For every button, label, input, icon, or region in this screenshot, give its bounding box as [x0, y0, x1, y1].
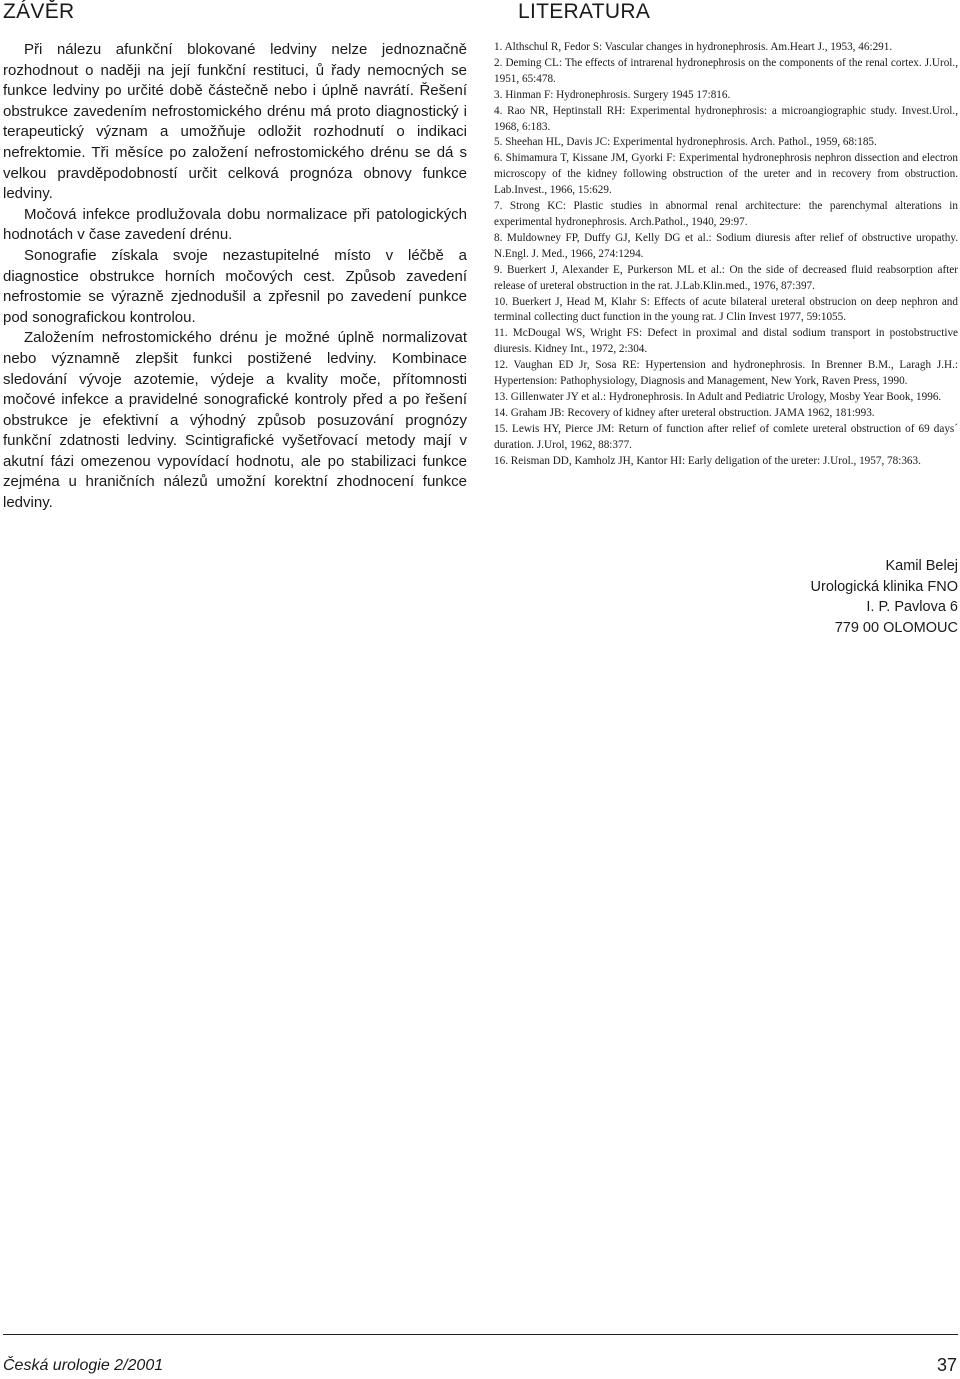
literature-heading: LITERATURA: [518, 0, 651, 23]
reference-item: 15. Lewis HY, Pierce JM: Return of function after relief of comlete ureteral obstruction of 69 days´ duration. J.Urol, 1962, 88:377.: [494, 422, 958, 451]
reference-item: 1. Althschul R, Fedor S: Vascular changes in hydronephrosis. Am.Heart J., 1953, 46:291.: [494, 41, 893, 53]
reference-item: 10. Buerkert J, Head M, Klahr S: Effects of acute bilateral ureteral obstrucion on deep nephron and terminal collecting duct function in the young rat. J Clin Invest 1977, 59:1055.: [494, 295, 958, 324]
reference-list: [494, 40, 958, 469]
page-number: 37: [936, 1355, 957, 1375]
conclusion-paragraph: Při nálezu afunkční blokované ledviny nelze jednoznačně rozhodnout o naději na její funkční restituci, ů řady nemocných se funkce ledviny po určité době částečně nebo i úplně navrátí. Řešení obstrukce zavedením nefrostomického drénu má proto diagnostický i terapeutický význam a umožňuje odložit rozhodnutí o indikaci nefrektomie. Tři měsíce po založení nefrostomického drénu se dá s velkou pravděpodobností určit celková prognóza obnovy funkce ledviny.: [3, 41, 467, 203]
reference-item: 12. Vaughan ED Jr, Sosa RE: Hypertension and hydronephrosis. In Brenner B.M., Laragh J.H.: Hypertension: Pathophysiology, Diagnosis and Management, New York, Raven Press, 1990.: [494, 359, 958, 388]
reference-item: 4. Rao NR, Heptinstall RH: Experimental hydronephrosis: a microangiographic study. Invest.Urol., 1968, 6:183.: [494, 104, 958, 133]
reference-item: 5. Sheehan HL, Davis JC: Experimental hydronephrosis. Arch. Pathol., 1959, 68:185.: [494, 136, 877, 149]
author-address: [658, 556, 958, 638]
reference-item: 8. Muldowney FP, Duffy GJ, Kelly DG et al.: Sodium diuresis after relief of obstructive uropathy. N.Engl. J. Med., 1966, 274:1294.: [494, 231, 958, 260]
author-street: I. P. Pavlova 6: [866, 599, 958, 615]
journal-name: Česká urologie 2/2001: [3, 1357, 164, 1374]
conclusion-paragraph: Sonografie získala svoje nezastupitelné místo v léčbě a diagnostice obstrukce horních močových cest. Způsob zavedení nefrostomie se výrazně zjednodušil a zpřesnil po zavedení punkce pod sonografickou kontrolou.: [3, 246, 467, 326]
reference-item: 14. Graham JB: Recovery of kidney after ureteral obstruction. JAMA 1962, 181:993.: [494, 406, 875, 419]
reference-item: 2. Deming CL: The effects of intrarenal hydronephrosis on the components of the renal cortex. J.Urol., 1951, 65:478.: [494, 56, 958, 85]
conclusion-paragraph: Založením nefrostomického drénu je možné úplně normalizovat nebo významně zlepšit funkci postižené ledviny. Kombinace sledování vývoje azotemie, výdeje a kvality moče, přítomnosti močové infekce a pravidelné sonografické kontroly před a po řešení obstrukce je efektivní a výhodný způsob posuzování prognózy funkční zdatnosti ledviny. Scintigrafické vyšetřovací metody mají v akutní fázi omezenou vypovídací hodnotu, ale po stabilizaci funkce zejména u hraničních nálezů umožní korektní zhodnocení funkce ledviny.: [3, 329, 467, 512]
conclusion-paragraph: Močová infekce prodlužovala dobu normalizace při patologických hodnotách v čase zavedení drénu.: [3, 205, 467, 244]
reference-item: 3. Hinman F: Hydronephrosis. Surgery 1945 17:816.: [494, 88, 731, 101]
reference-item: 16. Reisman DD, Kamholz JH, Kantor HI: Early deligation of the ureter: J.Urol., 1957, 78:363.: [494, 454, 921, 467]
reference-item: 7. Strong KC: Plastic studies in abnormal renal architecture: the parenchymal alterations in experimental hydronephrosis. Arch.Pathol., 1940, 29:97.: [494, 200, 958, 228]
reference-item: 13. Gillenwater JY et al.: Hydronephrosis. In Adult and Pediatric Urology, Mosby Year Book, 1996.: [494, 390, 942, 403]
reference-item: 6. Shimamura T, Kissane JM, Gyorki F: Experimental hydronephrosis nephron dissection and electron microscopy of the kidney following obstruction of the ureter and in recovery from obstruction. Lab.Invest., 1966, 15:629.: [494, 152, 958, 197]
author-city: 779 00 OLOMOUC: [834, 619, 958, 636]
author-name: Kamil Belej: [885, 558, 958, 574]
conclusion-body: [3, 40, 467, 514]
author-institution: Urologická klinika FNO: [810, 578, 958, 595]
conclusion-heading: ZÁVĚR: [3, 0, 75, 23]
reference-item: 9. Buerkert J, Alexander E, Purkerson ML et al.: On the side of decreased fluid reabsorption after release of ureteral obstruction in the rat. J.Lab.Klin.med., 1976, 87:397.: [494, 263, 958, 292]
footer-divider: [3, 1334, 958, 1335]
reference-item: 11. McDougal WS, Wright FS: Defect in proximal and distal sodium transport in postobstructive diuresis. Kidney Int., 1972, 2:304.: [494, 327, 958, 356]
